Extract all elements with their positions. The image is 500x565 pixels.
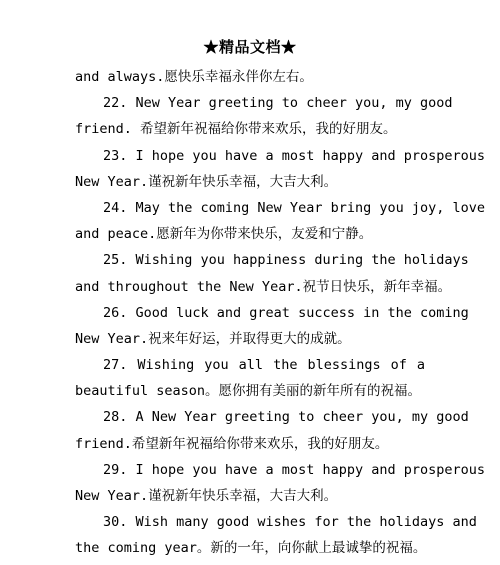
document-body bbox=[75, 64, 486, 562]
text-line: 25. Wishing you happiness during the holidays bbox=[103, 252, 469, 269]
text-line: New Year.祝来年好运，并取得更大的成就。 bbox=[75, 330, 351, 347]
text-line: 26. Good luck and great success in the coming bbox=[103, 304, 469, 321]
text-line: the coming year。新的一年，向你献上最诚挚的祝福。 bbox=[75, 540, 427, 557]
text-line: and throughout the New Year.祝节日快乐，新年幸福。 bbox=[75, 278, 452, 295]
text-line: friend. 希望新年祝福给你带来欢乐，我的好朋友。 bbox=[75, 121, 397, 138]
text-line: New Year.谨祝新年快乐幸福，大吉大利。 bbox=[75, 488, 338, 504]
text-line: 23. I hope you have a most happy and prosperous bbox=[103, 147, 486, 164]
text-line: New Year.谨祝新年快乐幸福，大吉大利。 bbox=[75, 173, 338, 190]
text-line: 29. I hope you have a most happy and prosperous bbox=[103, 461, 486, 478]
text-line: beautiful season。愿你拥有美丽的新年所有的祝福。 bbox=[75, 383, 422, 400]
text-line: 28. A New Year greeting to cheer you, my good bbox=[103, 409, 469, 426]
text-line: 24. May the coming New Year bring you joy, love bbox=[103, 199, 486, 216]
text-line: and always.愿快乐幸福永伴你左右。 bbox=[75, 69, 313, 85]
text-line: 27. Wishing you all the blessings of a bbox=[103, 357, 425, 374]
text-line: 22. New Year greeting to cheer you, my good bbox=[103, 95, 453, 112]
text-line: friend.希望新年祝福给你带来欢乐，我的好朋友。 bbox=[75, 435, 389, 452]
text-line: and peace.愿新年为你带来快乐，友爱和宁静。 bbox=[75, 226, 373, 243]
text-line: 30. Wish many good wishes for the holidays and bbox=[103, 514, 477, 531]
page-header-title: ★精品文档★ bbox=[203, 38, 297, 56]
